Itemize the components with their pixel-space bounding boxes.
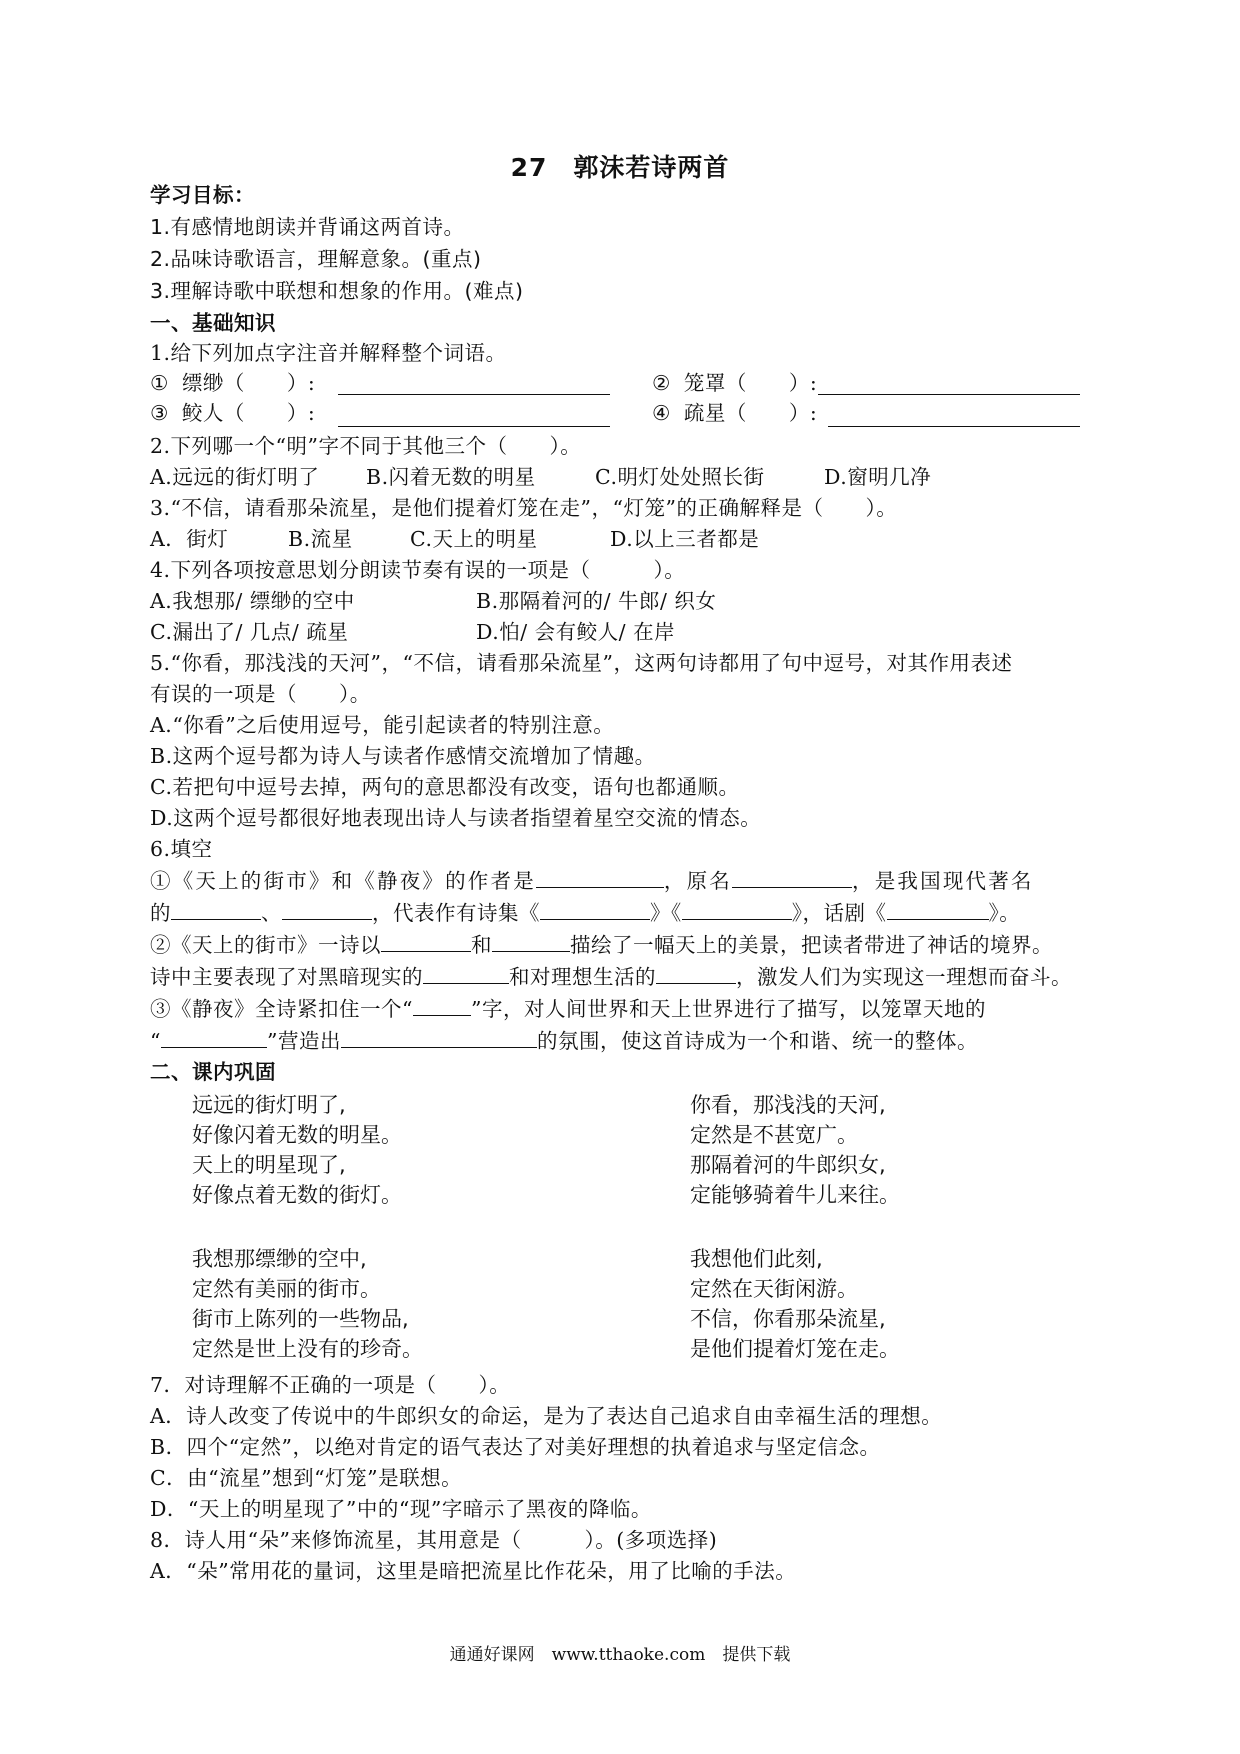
fill-text: 》《 (650, 901, 682, 925)
poem-line: 是他们提着灯笼在走。 (690, 1337, 900, 1361)
fill-blank[interactable] (381, 931, 471, 952)
fill-text: ，代表作有诗集《 (372, 901, 540, 925)
fill-blank[interactable] (413, 995, 471, 1016)
fill-blank[interactable] (161, 1027, 267, 1048)
q4-option-b: B.那隔着河的/ 牛郎/ 织女 (476, 589, 717, 613)
poem-line: 定然是世上没有的珍奇。 (192, 1337, 423, 1361)
q4-option-d: D.怕/ 会有鲛人/ 在岸 (476, 620, 676, 644)
answer-blank[interactable] (828, 426, 1080, 427)
poem-line: 那隔着河的牛郎织女, (690, 1153, 886, 1177)
item-number: ① (150, 371, 169, 395)
poem-line: 我想他们此刻, (690, 1247, 823, 1271)
fill-text: ，激发人们为实现这一理想而奋斗。 (736, 965, 1072, 989)
q6-item-2-cont (150, 962, 1072, 992)
fill-text: 和 (471, 933, 492, 957)
q2-option-a: A.远远的街灯明了 (150, 465, 320, 489)
poem-left-stanza (192, 1090, 402, 1210)
item-word: 笼罩（ ）: (683, 371, 818, 395)
item-word: 鲛人（ ）: (181, 401, 316, 425)
q4-option-c: C.漏出了/ 几点/ 疏星 (150, 620, 349, 644)
fill-blank[interactable] (282, 899, 372, 920)
q5-option-a: A.“你看”之后使用逗号，能引起读者的特别注意。 (150, 713, 615, 737)
goal-item: 3.理解诗歌中联想和想象的作用。(难点) (150, 279, 524, 303)
q2-option-b: B.闪着无数的明星 (366, 465, 536, 489)
fill-text: ①《天上的街市》和《静夜》的作者是 (150, 869, 536, 893)
q6-item-1 (150, 866, 1034, 896)
fill-text: ③《静夜》全诗紧扣住一个“ (150, 997, 413, 1021)
q3-option-a: A．街灯 (150, 527, 229, 551)
poem-line: 好像点着无数的街灯。 (192, 1183, 402, 1207)
poem-right-stanza (690, 1090, 900, 1210)
q6-item-3 (150, 994, 986, 1024)
q4-option-a: A.我想那/ 缥缈的空中 (150, 589, 355, 613)
item-word: 疏星（ ）: (683, 401, 818, 425)
poem-line: 不信，你看那朵流星, (690, 1307, 886, 1331)
poem-line: 定能够骑着牛儿来往。 (690, 1183, 900, 1207)
fill-text: 诗中主要表现了对黑暗现实的 (150, 965, 423, 989)
q8-option-a: A．“朵”常用花的量词，这里是暗把流星比作花朵，用了比喻的手法。 (150, 1559, 797, 1583)
q5-option-d: D.这两个逗号都很好地表现出诗人与读者指望着星空交流的情态。 (150, 806, 762, 830)
q1-item-1 (150, 368, 315, 398)
q5-option-b: B.这两个逗号都为诗人与读者作感情交流增加了情趣。 (150, 744, 656, 768)
fill-text: 和对理想生活的 (509, 965, 656, 989)
q2-option-c: C.明灯处处照长街 (595, 465, 765, 489)
q6-item-3-cont (150, 1026, 978, 1056)
goal-item: 2.品味诗歌语言，理解意象。(重点) (150, 247, 482, 271)
fill-blank[interactable] (536, 867, 664, 888)
fill-text: ”营造出 (266, 1029, 341, 1053)
poem-left-stanza (192, 1244, 423, 1364)
poem-line: 天上的明星现了, (192, 1153, 346, 1177)
question-2: 2.下列哪一个“明”字不同于其他三个（ ）。 (150, 434, 582, 458)
fill-text: 》，话剧《 (791, 901, 887, 925)
q7-option-a: A．诗人改变了传说中的牛郎织女的命运，是为了表达自己追求自由幸福生活的理想。 (150, 1404, 943, 1428)
question-8: 8．诗人用“朵”来修饰流星，其用意是（ ）。(多项选择) (150, 1528, 718, 1552)
fill-text: 、 (261, 901, 282, 925)
poem-line: 好像闪着无数的明星。 (192, 1123, 402, 1147)
question-4: 4.下列各项按意思划分朗读节奏有误的一项是（ ）。 (150, 558, 686, 582)
poem-line: 定然在天街闲游。 (690, 1277, 858, 1301)
fill-text: 》。 (988, 901, 1021, 925)
q1-item-3 (150, 398, 315, 428)
q6-item-2 (150, 930, 1053, 960)
answer-blank[interactable] (338, 426, 610, 427)
item-number: ③ (150, 401, 169, 425)
q5-option-c: C.若把句中逗号去掉，两句的意思都没有改变，语句也都通顺。 (150, 775, 740, 799)
q6-item-1-cont (150, 898, 1020, 928)
page-title: 27 郭沫若诗两首 (510, 153, 730, 182)
q7-option-c: C．由“流星”想到“灯笼”是联想。 (150, 1466, 463, 1490)
fill-blank[interactable] (423, 963, 509, 984)
fill-text: 的 (150, 901, 171, 925)
q7-option-b: B．四个“定然”，以绝对肯定的语气表达了对美好理想的执着追求与坚定信念。 (150, 1435, 881, 1459)
item-number: ④ (652, 401, 671, 425)
section-heading-consolidation: 二、课内巩固 (150, 1060, 276, 1084)
q2-option-d: D.窗明几净 (824, 465, 932, 489)
question-1: 1.给下列加点字注音并解释整个词语。 (150, 341, 507, 365)
poem-line: 我想那缥缈的空中, (192, 1247, 367, 1271)
poem-line: 街市上陈列的一些物品, (192, 1307, 409, 1331)
q7-option-d: D．“天上的明星现了”中的“现”字暗示了黑夜的降临。 (150, 1497, 652, 1521)
fill-blank[interactable] (540, 899, 650, 920)
poem-line: 定然是不甚宽广。 (690, 1123, 858, 1147)
fill-text: ，是我国现代著名 (852, 869, 1034, 893)
question-5: 5.“你看，那浅浅的天河”，“不信，请看那朵流星”，这两句诗都用了句中逗号，对其作用表述 (150, 651, 1013, 675)
fill-text: 的氛围，使这首诗成为一个和谐、统一的整体。 (536, 1029, 978, 1053)
question-3: 3.“不信，请看那朵流星，是他们提着灯笼在走”，“灯笼”的正确解释是（ ）。 (150, 496, 898, 520)
question-5-cont: 有误的一项是（ ）。 (150, 682, 371, 706)
fill-text: “ (150, 1029, 161, 1053)
poem-line: 定然有美丽的街市。 (192, 1277, 381, 1301)
question-7: 7．对诗理解不正确的一项是（ ）。 (150, 1373, 511, 1397)
fill-blank[interactable] (732, 867, 852, 888)
answer-blank[interactable] (338, 394, 610, 395)
q3-option-d: D.以上三者都是 (610, 527, 760, 551)
fill-blank[interactable] (341, 1027, 537, 1048)
item-word: 缥缈（ ）: (181, 371, 316, 395)
goal-item: 1.有感情地朗读并背诵这两首诗。 (150, 215, 465, 239)
fill-blank[interactable] (682, 899, 792, 920)
q1-item-2 (652, 368, 817, 398)
q1-item-4 (652, 398, 817, 428)
fill-blank[interactable] (171, 899, 261, 920)
q3-option-c: C.天上的明星 (410, 527, 538, 551)
page-footer: 通通好课网 www.tthaoke.com 提供下载 (449, 1645, 791, 1665)
section-heading-basics: 一、基础知识 (150, 311, 276, 335)
item-number: ② (652, 371, 671, 395)
poem-line: 远远的街灯明了, (192, 1093, 346, 1117)
fill-text: ②《天上的街市》一诗以 (150, 933, 381, 957)
question-6: 6.填空 (150, 837, 213, 861)
fill-blank[interactable] (492, 931, 570, 952)
answer-blank[interactable] (818, 394, 1080, 395)
q3-option-b: B.流星 (288, 527, 353, 551)
fill-text: ”字，对人间世界和天上世界进行了描写，以笼罩天地的 (470, 997, 986, 1021)
goals-heading: 学习目标： (150, 183, 255, 207)
fill-text: ，原名 (663, 869, 733, 893)
fill-text: 描绘了一幅天上的美景，把读者带进了神话的境界。 (570, 933, 1053, 957)
poem-line: 你看，那浅浅的天河, (690, 1093, 886, 1117)
fill-blank[interactable] (887, 899, 989, 920)
poem-right-stanza (690, 1244, 900, 1364)
fill-blank[interactable] (656, 963, 736, 984)
